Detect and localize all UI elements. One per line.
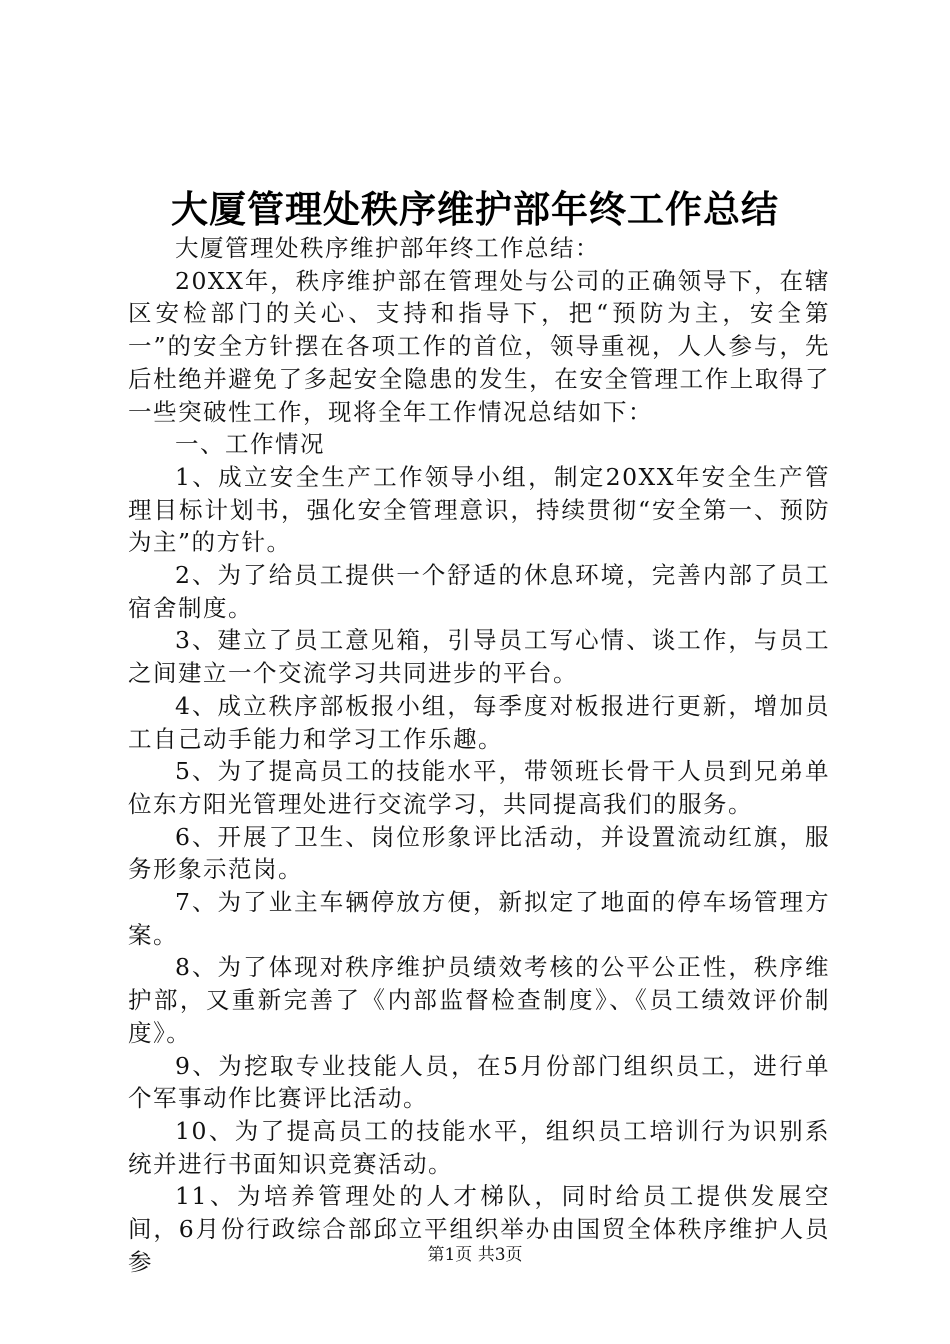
document-body xyxy=(128,232,830,1279)
list-item-8: 8、为了体现对秩序维护员绩效考核的公平公正性，秩序维护部，又重新完善了《内部监督检查制度》、《员工绩效评价制度》。 xyxy=(128,953,830,1047)
list-item-9: 9、为挖取专业技能人员，在5月份部门组织员工，进行单个军事动作比赛评比活动。 xyxy=(128,1051,830,1113)
section-heading-work-situation: 一、工作情况 xyxy=(175,430,325,459)
list-item-6: 6、开展了卫生、岗位形象评比活动，并设置流动红旗，服务形象示范岗。 xyxy=(128,822,830,884)
list-item-11: 11、为培养管理处的人才梯队，同时给员工提供发展空间，6月份行政综合部邱立平组织举办由国贸全体秩序维护人员参 xyxy=(128,1182,830,1276)
page-number-footer: 第1页 共3页 xyxy=(427,1245,523,1265)
list-item-3: 3、建立了员工意见箱，引导员工写心情、谈工作，与员工之间建立一个交流学习共同进步的平台。 xyxy=(128,626,830,688)
list-item-1: 1、成立安全生产工作领导小组，制定20XX年安全生产管理目标计划书，强化安全管理意识，持续贯彻“安全第一、预防为主”的方针。 xyxy=(128,462,830,557)
list-item-10: 10、为了提高员工的技能水平，组织员工培训行为识别系统并进行书面知识竞赛活动。 xyxy=(128,1116,830,1178)
paragraph-intro: 大厦管理处秩序维护部年终工作总结： xyxy=(175,234,600,262)
list-item-4: 4、成立秩序部板报小组，每季度对板报进行更新，增加员工自己动手能力和学习工作乐趣。 xyxy=(128,691,830,753)
paragraph-overview: 20XX年，秩序维护部在管理处与公司的正确领导下，在辖区安检部门的关心、支持和指导下，把“预防为主，安全第一”的安全方针摆在各项工作的首位，领导重视，人人参与，先后杜绝并避免了多起安全隐患的发生，在安全管理工作上取得了一些突破性工作，现将全年工作情况总结如下： xyxy=(128,266,830,426)
list-item-7: 7、为了业主车辆停放方便，新拟定了地面的停车场管理方案。 xyxy=(128,888,830,949)
document-title: 大厦管理处秩序维护部年终工作总结 xyxy=(171,187,779,231)
list-item-5: 5、为了提高员工的技能水平，带领班长骨干人员到兄弟单位东方阳光管理处进行交流学习，共同提高我们的服务。 xyxy=(128,757,830,818)
list-item-2: 2、为了给员工提供一个舒适的休息环境，完善内部了员工宿舍制度。 xyxy=(128,561,830,622)
